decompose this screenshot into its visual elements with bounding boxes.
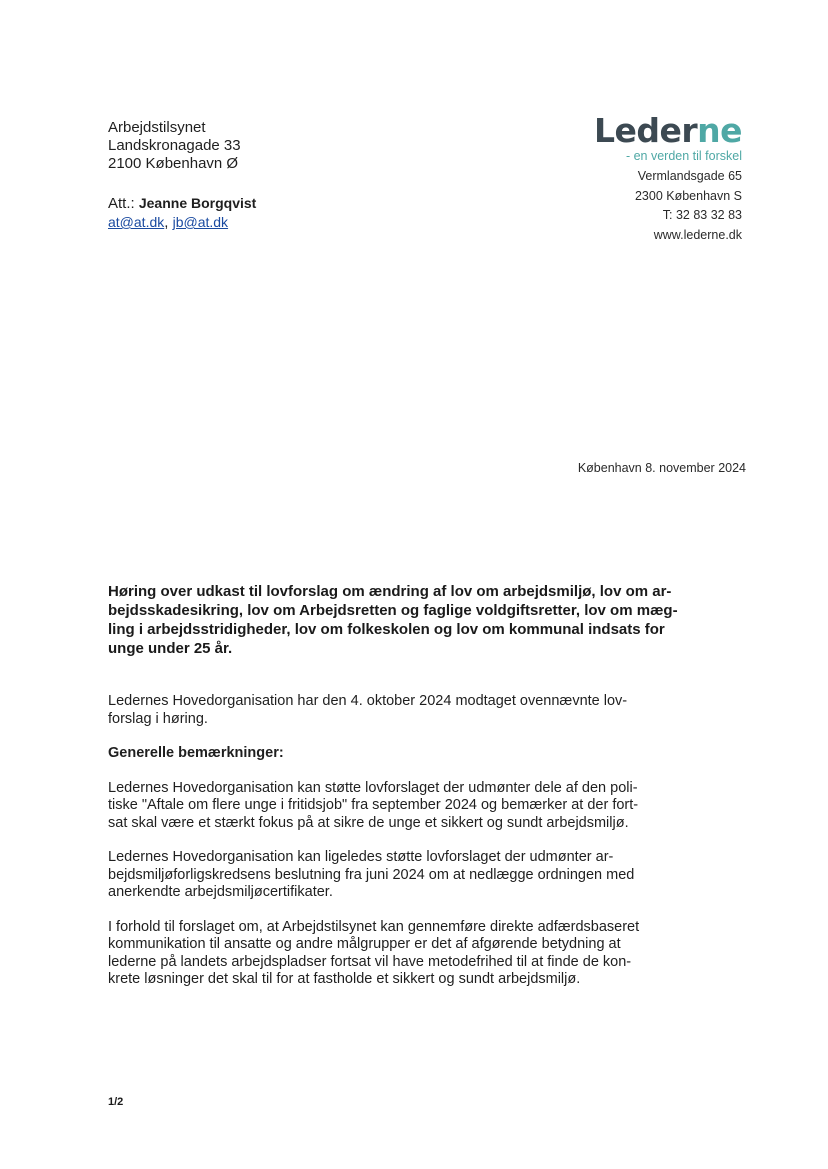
letter-date: København 8. november 2024 [577,461,746,475]
paragraph-1 [108,780,718,833]
body-line: sat skal være et stærkt fokus på at sikre de unge et sikkert og sundt arbejdsmiljø. [108,814,629,831]
logo-word-main: Leder [593,111,698,150]
subject-line: Høring over udkast til lovforslag om ændring af lov om arbejdsmiljø, lov om ar- [108,583,672,600]
logo-word-accent: ne [697,111,742,150]
letter-subject [108,582,708,658]
body-line: tiske "Aftale om flere unge i fritidsjob" fra september 2024 og bemærker at der fort- [108,797,639,813]
body-line: kommunikation til ansatte og andre målgrupper er det af afgørende betydning at [108,936,621,952]
sender-address [635,167,742,245]
letter-body [108,693,718,1006]
body-line: krete løsninger det skal til for at fastholde et sikkert og sundt arbejdsmiljø. [108,971,581,987]
recipient-address [108,119,256,232]
attention-name: Jeanne Borgqvist [138,195,257,211]
body-line: Ledernes Hovedorganisation kan ligeledes støtte lovforslaget der udmønter ar- [108,849,614,865]
paragraph-2 [108,849,718,902]
body-line: bejdsmiljøforligskredsens beslutning fra juni 2024 om at nedlægge ordningen med [108,866,635,883]
email-link-jb[interactable]: jb@at.dk [172,214,229,230]
sender-street: Vermlandsgade 65 [637,169,742,183]
subject-line: ling i arbejdsstridigheder, lov om folkeskolen og lov om kommunal indsats for [108,621,665,638]
logo-tagline: - en verden til forskel [625,149,742,163]
body-line: lederne på landets arbejdspladser fortsat vil have metodefrihed til at finde de kon- [108,953,632,970]
lederne-logo [594,113,742,164]
body-line: Ledernes Hovedorganisation kan støtte lovforslaget der udmønter dele af den poli- [108,779,638,796]
sender-city: 2300 København S [634,188,742,203]
sender-phone: T: 32 83 32 83 [662,208,742,222]
sender-web: www.lederne.dk [653,227,742,242]
email-separator: , [164,214,169,231]
intro-paragraph [108,693,718,728]
attention-prefix: Att.: [108,195,135,212]
body-line: anerkendte arbejdsmiljøcertifikater. [108,884,333,900]
recipient-org: Arbejdstilsynet [108,119,206,136]
body-line: I forhold til forslaget om, at Arbejdstilsynet kan gennemføre direkte adfærdsbaseret [108,918,640,935]
logo-wordmark [594,113,742,149]
email-link-at[interactable]: at@at.dk [108,214,165,230]
recipient-street: Landskronagade 33 [108,137,241,154]
body-line: forslag i høring. [108,710,208,727]
attention-line [108,194,256,213]
paragraph-3 [108,919,718,989]
page-number: 1/2 [108,1096,124,1108]
subject-line: bejdsskadesikring, lov om Arbejdsretten og faglige voldgiftsretter, lov om mæg- [108,602,678,619]
section-heading: Generelle bemærkninger: [108,745,284,761]
body-line: Ledernes Hovedorganisation har den 4. oktober 2024 modtaget ovennævnte lov- [108,693,628,709]
subject-line: unge under 25 år. [108,640,233,657]
recipient-city: 2100 København Ø [108,155,239,172]
recipient-emails [108,213,256,232]
